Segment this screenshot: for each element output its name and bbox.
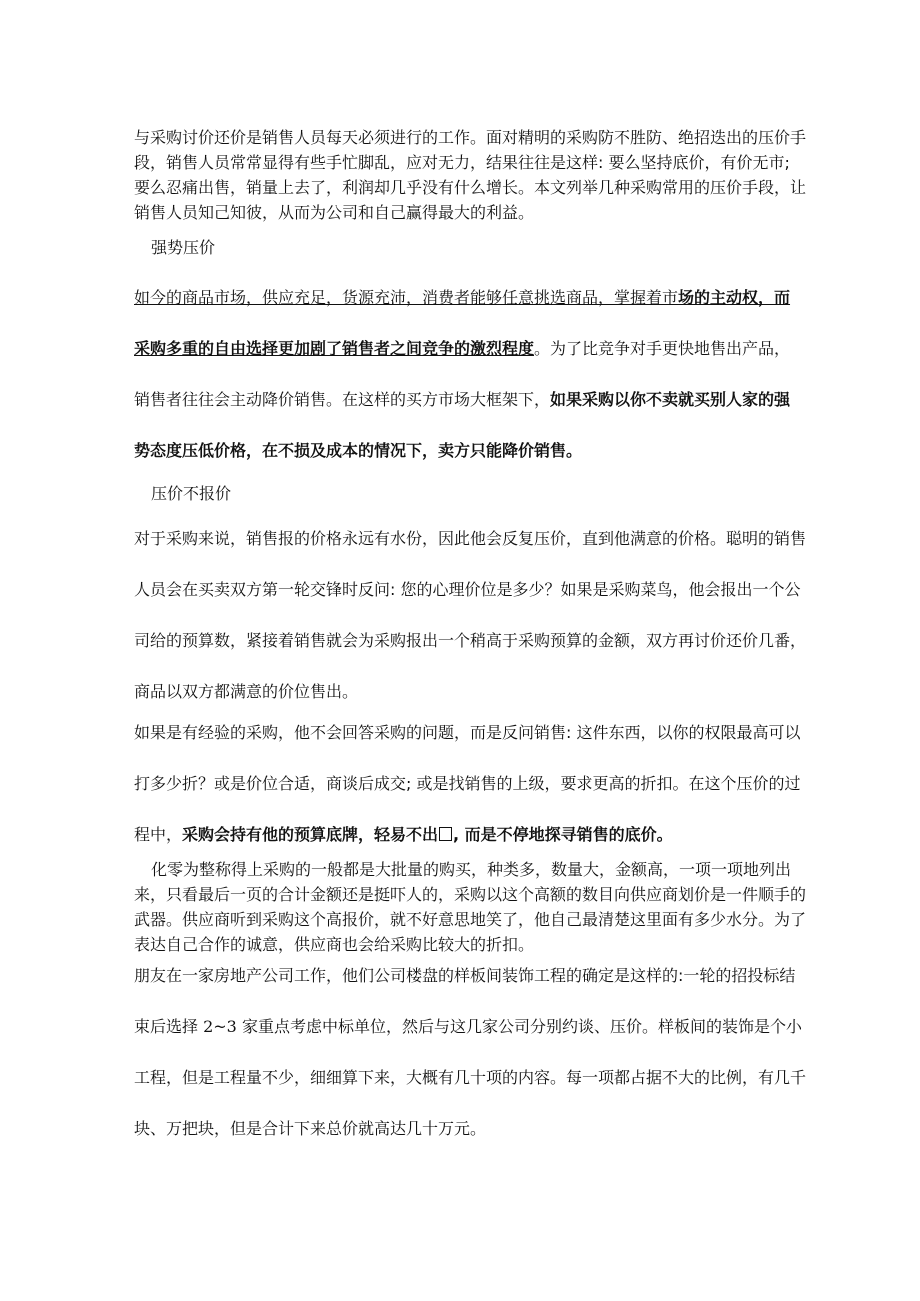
bold-text: 如果采购以你不卖就买别人家的强势态度压低价格，在不损及成本的情况下，卖方只能降价销售。 <box>134 390 791 460</box>
heading-strong-pressure: 强势压价 <box>151 238 216 257</box>
number-range: 2~3 <box>203 1017 237 1036</box>
plain-text: 。为了比竞争对手更快地售出产品，销售者往往会主动降价销售。在这样的买方市场大框架下， <box>134 339 791 409</box>
bulk-paragraph: 化零为整称得上采购的一般都是大批量的购买，种类多，数量大，金额高，一项一项地列出来，只看最后一页的合计金额还是挺吓人的，采购以这个高额的数目向供应商划价是一件顺手的武器。供应商听到采购这个高报价，就不好意思地笑了，他自己最清楚这里面有多少水分。为了表达自己合作的诚意，供应商也会给采购比较大的折扣。 <box>134 860 807 954</box>
intro-paragraph: 与采购讨价还价是销售人员每天必须进行的工作。面对精明的采购防不胜防、绝招迭出的压价手段，销售人员常常显得有些手忙脚乱，应对无力，结果往往是这样: 要么坚持底价，有价无市; 要么忍痛出售，销量上去了，利润却几乎没有什么增长。本文列举几种采购常用的压价手段，让销售人员知己知彼，从而为公司和自己赢得最大的利益。 <box>134 128 807 222</box>
plain-text: 如果是有经验的采购，他不会回答采购的问题，而是反问销售: 这件东西，以你的权限最高可以打多少折？或是价位合适，商谈后成交; 或是找销售的上级，要求更高的折扣。在这个压价的过程中， <box>134 723 801 844</box>
no-quote-paragraph-1: 对于采购来说，销售报的价格永远有水份，因此他会反复压价，直到他满意的价格。聪明的销售人员会在买卖双方第一轮交锋时反问: 您的心理价位是多少？如果是采购菜鸟，他会报出一个公司给的预算数，紧接着销售就会为采购报出一个稍高于采购预算的金额，双方再讨价还价几番，商品以双方都满意的价位售出。 <box>134 529 807 701</box>
strong-pressure-paragraph <box>134 272 806 476</box>
plain-text-tail: 家重点考虑中标单位，然后与这几家公司分别约谈、压价。样板间的装饰是个小工程，但是工程量不少，细细算下来，大概有几十项的内容。每一项都占据不大的比例，有几千块、万把块，但是合计下来总价就高达几十万元。 <box>134 1017 807 1138</box>
bold-text-a: 采购会持有他的预算底牌，轻易不出 <box>182 825 439 844</box>
plain-text: 朋友在一家房地产公司工作，他们公司楼盘的样板间装饰工程的确定是这样的:一轮的招投标结束后选择 <box>134 966 796 1036</box>
heading-no-quote: 压价不报价 <box>151 484 232 503</box>
missing-glyph-box <box>439 827 452 841</box>
no-quote-paragraph-2 <box>134 707 806 860</box>
underlined-text: 如今的商品市场，供应充足，货源充沛，消费者能够任意挑选商品，掌握着市 <box>134 288 679 307</box>
bold-underlined-text: 场的主动权，而采购多重的自由选择更加剧了销售者之间竞争的激烈程度 <box>134 288 791 358</box>
bold-text-b: , 而是不停地探寻销售的底价。 <box>453 825 673 844</box>
real-estate-paragraph <box>134 950 806 1154</box>
